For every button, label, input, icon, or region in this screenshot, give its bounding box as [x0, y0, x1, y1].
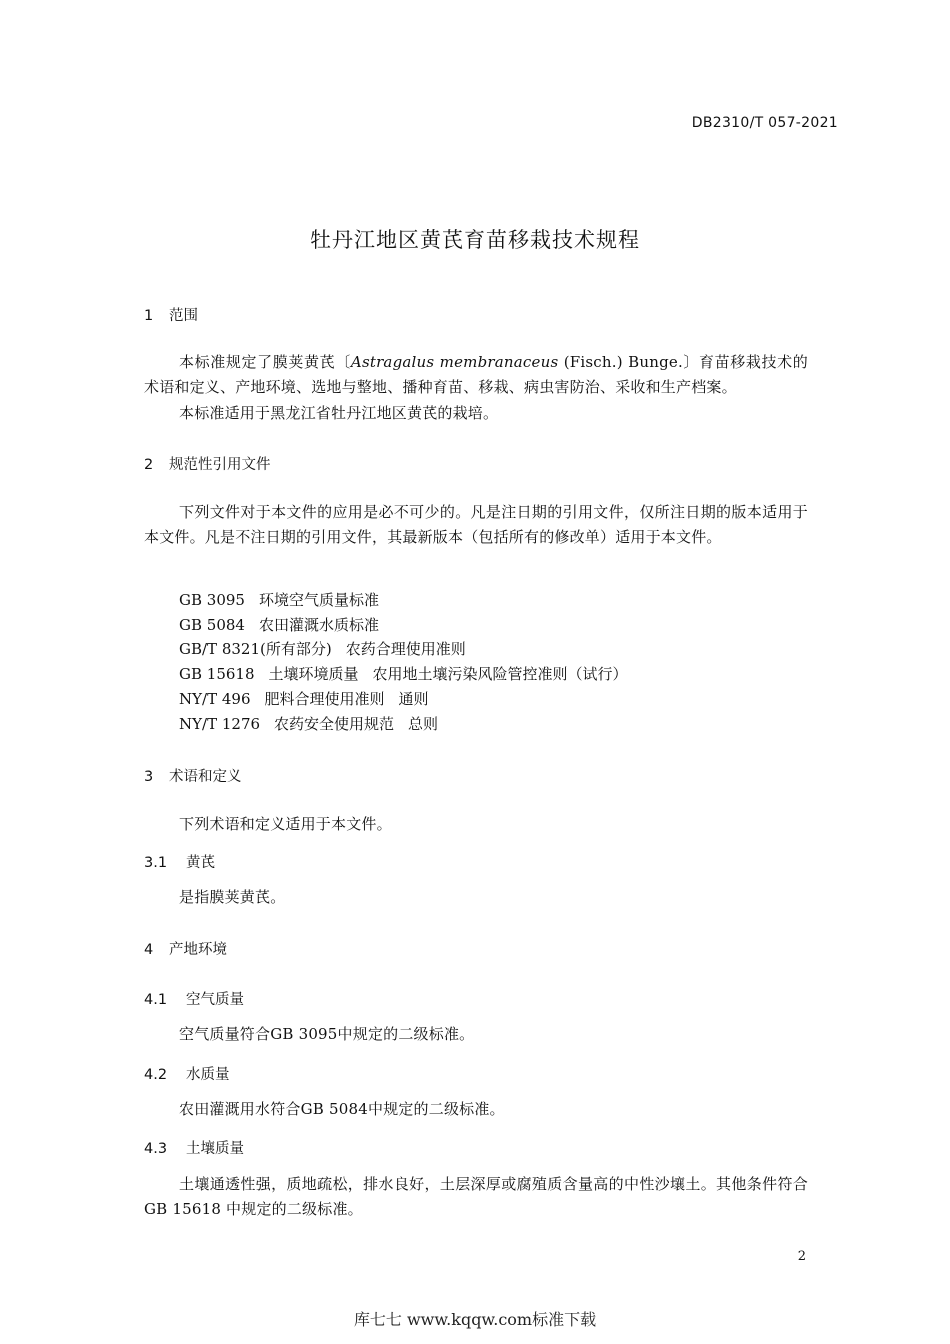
- section-title: 规范性引用文件: [169, 457, 271, 473]
- reference-title: 环境空气质量标准: [258, 591, 379, 609]
- subsection-4-1-heading: [144, 988, 244, 1009]
- reference-title: 农田灌溉水质标准: [258, 616, 379, 634]
- reference-code: NY/T 496: [179, 690, 251, 708]
- section-number: 3: [144, 769, 154, 785]
- scope-text-b: 〕育苗移栽技术的术语和定义、产地环境、选地与整地、播种育苗、移栽、病虫害防治、采收和生产档案。: [144, 353, 809, 396]
- subsection-number: 3.1: [144, 855, 168, 871]
- reference-title: 农药安全使用规范: [274, 715, 395, 733]
- scope-paragraph: [144, 350, 808, 399]
- reference-item: [179, 688, 429, 709]
- reference-code: GB 5084: [179, 616, 245, 634]
- document-id: DB2310/T 057-2021: [691, 115, 838, 131]
- section-number: 2: [144, 457, 154, 473]
- page-number: 2: [797, 1249, 806, 1264]
- section-number: 1: [144, 308, 154, 324]
- subsection-number: 4.2: [144, 1067, 168, 1083]
- scope-text-a: 本标准规定了膜荚黄芪〔: [179, 353, 351, 371]
- reference-subtitle: 农用地土壤污染风险管控准则（试行）: [372, 665, 628, 683]
- subsection-title: 土壤质量: [186, 1141, 244, 1157]
- subsection-number: 4.1: [144, 992, 168, 1008]
- scope-applicability: 本标准适用于黑龙江省牡丹江地区黄芪的栽培。: [179, 404, 499, 422]
- reference-item: [179, 663, 628, 684]
- subsection-number: 4.3: [144, 1141, 168, 1157]
- section-title: 术语和定义: [169, 769, 242, 785]
- section-title: 范围: [169, 308, 198, 324]
- document-title: 牡丹江地区黄芪育苗移栽技术规程: [310, 228, 640, 252]
- reference-title: 农药合理使用准则: [345, 640, 466, 658]
- latin-authors: (Fisch.) Bunge.: [558, 353, 683, 371]
- air-quality-text: 空气质量符合GB 3095中规定的二级标准。: [179, 1025, 475, 1043]
- reference-code: NY/T 1276: [179, 715, 261, 733]
- reference-subtitle: 总则: [408, 715, 439, 733]
- water-quality-text: 农田灌溉用水符合GB 5084中规定的二级标准。: [179, 1100, 505, 1118]
- subsection-4-3-heading: [144, 1137, 244, 1158]
- soil-quality-text: 土壤通透性强，质地疏松，排水良好，土层深厚或腐殖质含量高的中性沙壤土。其他条件符合 GB 15618 中规定的二级标准。: [144, 1175, 808, 1218]
- subsection-3-1-heading: [144, 851, 215, 872]
- subsection-title: 空气质量: [186, 992, 244, 1008]
- subsection-4-2-heading: [144, 1063, 230, 1084]
- watermark: 库七七 www.kqqw.com标准下载: [353, 1310, 597, 1329]
- section-4-heading: [144, 938, 227, 959]
- reference-title: 土壤环境质量: [268, 665, 359, 683]
- reference-item: [179, 589, 379, 610]
- section-1-heading: [144, 304, 198, 325]
- section-3-heading: [144, 765, 242, 786]
- term-definition: 是指膜荚黄芪。: [179, 888, 286, 906]
- latin-name: Astragalus membranaceus: [350, 353, 559, 371]
- reference-item: [179, 713, 438, 734]
- reference-item: [179, 614, 379, 635]
- reference-item: [179, 638, 466, 659]
- subsection-title: 水质量: [186, 1067, 230, 1083]
- reference-title: 肥料合理使用准则: [264, 690, 385, 708]
- section-title: 产地环境: [169, 942, 227, 958]
- section-2-heading: [144, 453, 271, 474]
- reference-code: GB 3095: [179, 591, 245, 609]
- reference-code: GB 15618: [179, 665, 255, 683]
- subsection-title: 黄芪: [186, 855, 215, 871]
- references-intro: 下列文件对于本文件的应用是必不可少的。凡是注日期的引用文件，仅所注日期的版本适用于本文件。凡是不注日期的引用文件，其最新版本（包括所有的修改单）适用于本文件。: [144, 503, 808, 546]
- section-number: 4: [144, 942, 154, 958]
- reference-subtitle: 通则: [398, 690, 429, 708]
- terms-intro: 下列术语和定义适用于本文件。: [179, 815, 392, 833]
- reference-code: GB/T 8321(所有部分): [179, 640, 332, 658]
